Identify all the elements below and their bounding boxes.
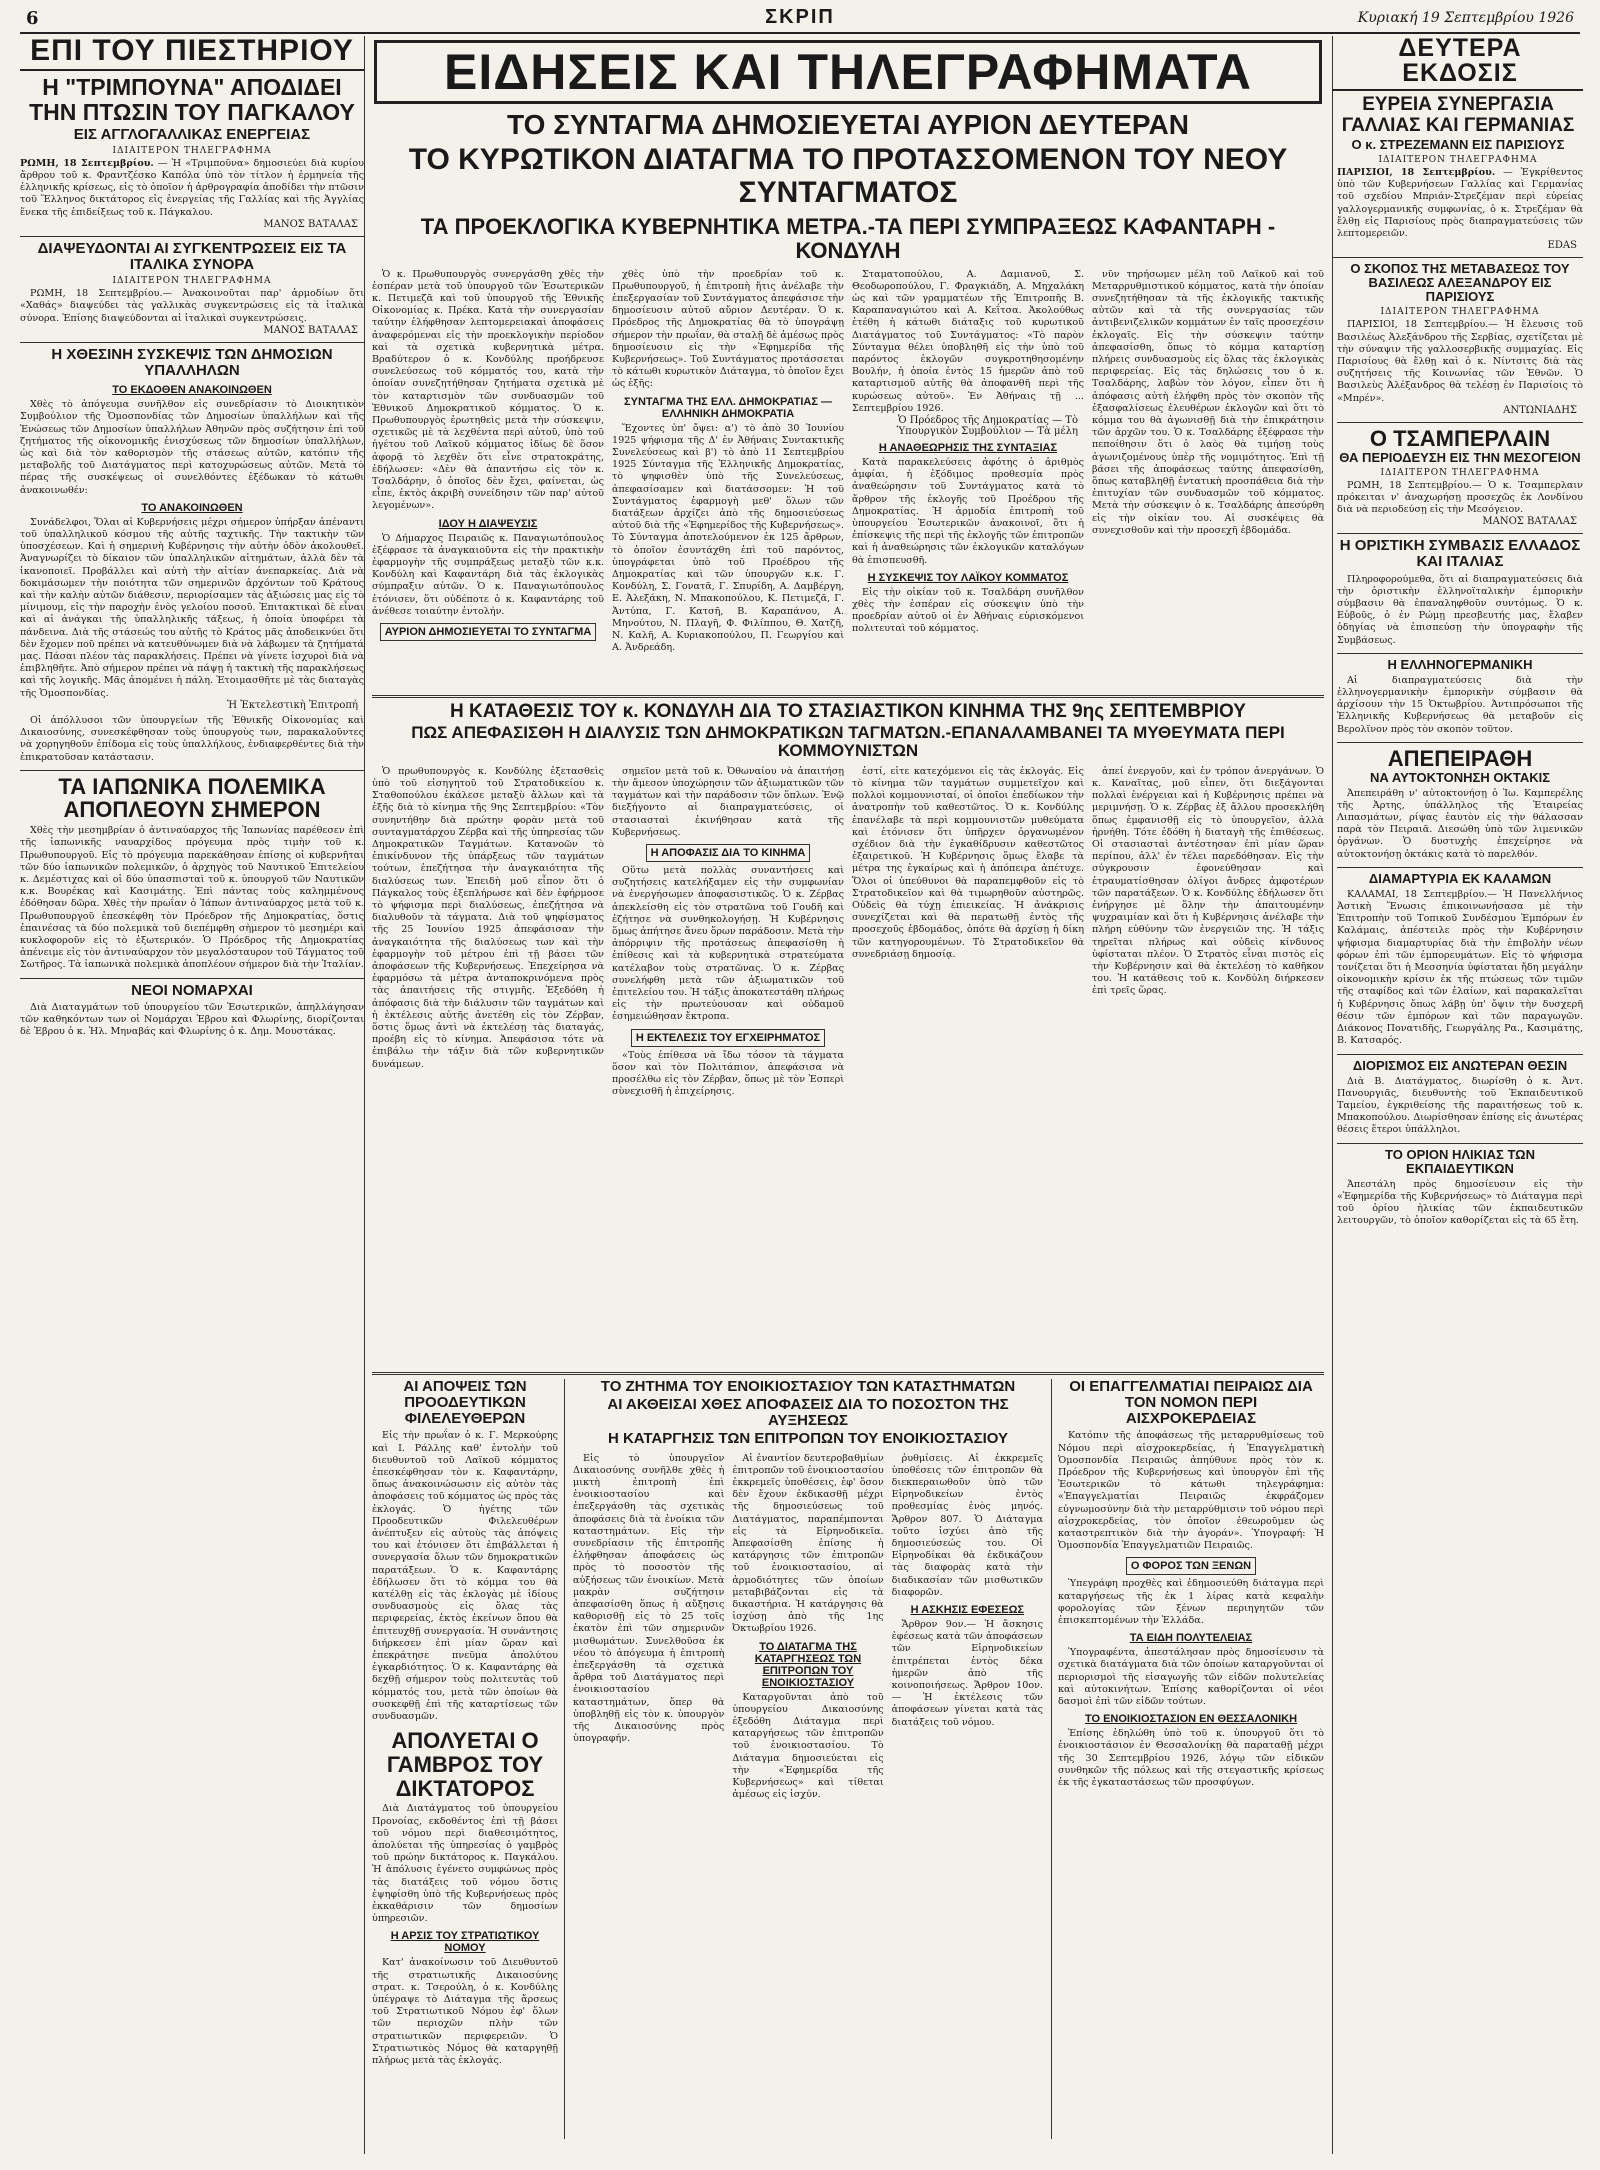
piraeus-text: Κατόπιν τῆς ἀποφάσεως τῆς μεταρρυθμίσεως τοῦ Νόμου περὶ αἰσχροκερδείας, ἡ Ἐπαγγελματικὴ Ὁμοσπονδία Πειραιῶς ἀπηύθυνε πρὸς τὸν κ. Πρόεδρον τῆς Κυβερνήσεως καὶ ὑπουργὸν ἐπὶ τῆς Ἐσωτερικῶν τὸ κάτωθι τηλεγράφημα: «Ἐπαγγελματίαι Πειραιῶς ἐκφράζομεν εὐγνωμοσύνην διὰ τὴν μεταρρύθμισιν τοῦ νόμου περὶ αἰσχροκερδείας, τὸν ὁποῖον ἐθεωροῦμεν ὡς καταστρεπτικὸν διὰ τὴν ἀγοράν». Ὑπογραφή: Ἡ Ὁμοσπονδία Ἐπαγγελματιῶν Πειραιῶς. [1058,1430,1324,1552]
left-article-2-text: ΡΩΜΗ, 18 Σεπτεμβρίου.— Ἀνακοινοῦται παρ' ἁρμοδίων ὅτι «Χαθάς» διαψεύδει τὰς γαλλικὰς συγκεντρώσεις εἰς τὰ ἰταλικὰ σύνορα. Ἐπίσης διαψεύδονται αἱ ἰταλικαὶ συγκεντρώσεις. [20,288,364,324]
right-signature-2: ΑΝΤΩΝΙΑΔΗΣ [1503,404,1577,416]
kondylis-col-2: σημεῖον μετὰ τοῦ κ. Ὀθωναίου νὰ ἀπαιτήσῃ τὴν ἄμεσον ὑποχώρησιν τῶν ἀξιωματικῶν τῶν ταγμάτων καὶ τὴν παράδοσιν τῶν ὅπλων. Ἐνῷ διεξήγοντο αἱ διαπραγματεύσεις, οἱ στασιασταὶ ἐκινήθησαν κατὰ τῆς Κυβερνήσεως. [612,765,844,838]
constitution-col-3-b: Κατὰ παρακελεύσεις ἀφότης ὁ ἀριθμὸς ἀμφίαι, ἡ ἐξόδιμος προθεσμία πρὸς ἀναθεώρησιν τοῦ Συντάγματος κατὰ τὸ ἄρθρον τῆς ἐκλογῆς τοῦ Προέδρου τῆς Δημοκρατίας. Ἡ ἀρμοδία ἐπιτροπὴ τοῦ ὑπουργείου Ἐσωτερικῶν ἀνακοινοῖ, ὅτι ἡ ἐπίσκεψις τῆς περὶ τῆς ἐκλογῆς τῶν ἐπιτροπῶν καὶ ἡ ἀναθεώρησις τῶν ἐκλογικῶν καταλόγων θὰ ἐπισπευσθῆ. [852,456,1084,566]
bottom-article-2 [573,1379,1043,2139]
rent-headline-2: ΑΙ ΑΚΘΕΙΣΑΙ ΧΘΕΣ ΑΠΟΦΑΣΕΙΣ ΔΙΑ ΤΟ ΠΟΣΟΣΤΟΝ ΤΗΣ ΑΥΞΗΣΕΩΣ [607,1395,1009,1430]
bottom-section [372,1379,1324,2139]
right-article-3-byline: ΙΔΙΑΙΤΕΡΟΝ ΤΗΛΕΓΡΑΦΗΜΑ [1380,467,1540,478]
right-article-3-text: ΡΩΜΗ, 18 Σεπτεμβρίου.— Ὁ κ. Τσαμπερλαιν πρόκειται ν' ἀναχωρήσῃ προσεχῶς ἐκ Λονδίνου διὰ νὰ περιοδεύσῃ εἰς τὴν Μεσόγειον. [1337,479,1583,515]
constitution-col-1-b: Ὁ Δήμαρχος Πειραιῶς κ. Παναγιωτόπουλος ἐξέφρασε τὰ ἀναγκαιοῦντα εἰς τὴν πρακτικὴν ἐφαρμογὴν τῆς συμπράξεως μεταξὺ τῶν κ.κ. Κονδύλη καὶ Καφαντάρη διὰ τὰς ἐκλογικὰς σύμπραξιν αὐτῶν. Ὁ κ. Παναγιωτόπουλος ἐτόνισεν, ὅτι οὐδέποτε ὁ κ. Καφαντάρης τοῦ ἀνέθεσε τοιαύτην ἐντολήν. [372,532,604,617]
constitution-col-3-sub: Η ΑΝΑΘΕΩΡΗΣΙΣ ΤΗΣ ΣΥΝΤΑΞΙΑΣ [878,441,1058,454]
kondylis-col-2-sub-2: Η ΕΚΤΕΛΕΣΙΣ ΤΟΥ ΕΓΧΕΙΡΗΜΑΤΟΣ [631,1029,825,1047]
left-article-3-signature: Ἡ Ἐκτελεστικὴ Ἐπιτροπή [227,699,358,711]
constitution-col-1-sub-2: ΑΥΡΙΟΝ ΔΗΜΟΣΙΕΥΕΤΑΙ ΤΟ ΣΥΝΤΑΓΜΑ [380,623,597,641]
rent-col-3-sub: Η ΑΣΚΗΣΙΣ ΕΦΕΣΕΩΣ [910,1603,1025,1616]
right-article-5-text: Αἱ διαπραγματεύσεις διὰ τὴν ἑλληνογερμανικὴν ἐμπορικὴν σύμβασιν θὰ ἀρχίσουν τὴν 15 Ὀκτωβρίου. Ἀντιπρόσωποι τῆς Ἑλληνικῆς Κυβερνήσεως θὰ μεταβοῦν εἰς Βερολῖνον πρὸς τὸν σκοπὸν τοῦτον. [1337,674,1583,735]
rent-col-2-sub: ΤΟ ΔΙΑΤΑΓΜΑ ΤΗΣ ΚΑΤΑΡΓΗΣΕΩΣ ΤΩΝ ΕΠΙΤΡΟΠΩΝ ΤΟΥ ΕΝΟΙΚΙΟΣΤΑΣΙΟΥ [754,1640,862,1689]
left-signature-1: ΜΑΝΟΣ ΒΑΤΑΛΑΣ [263,218,358,230]
rent-headline-1: ΤΟ ΖΗΤΗΜΑ ΤΟΥ ΕΝΟΙΚΙΟΣΤΑΣΙΟΥ ΤΩΝ ΚΑΤΑΣΤΗΜΑΤΩΝ [600,1378,1016,1395]
rent-col-1: Εἰς τὸ ὑπουργεῖον Δικαιοσύνης συνῆλθε χθὲς ἡ μικτὴ ἐπιτροπὴ ἐπὶ ἐνοικιοστασίου καὶ ἐπεξεργάσθη τὰς σχετικὰς ἀποφάσεις διὰ τὰ ἐνοίκια τῶν καταστημάτων. Εἰς τὴν συνεδρίασιν τῆς ἐπιτροπῆς ἐλήφθησαν ἀποφάσεις ὡς πρὸς τὸ ποσοστὸν τῆς αὐξήσεως τῶν ἐνοικίων. Μετὰ μακρὰν συζήτησιν ἀπεφασίσθη ὅπως ἡ αὔξησις καθορισθῇ εἰς τὸ 25 τοῖς ἑκατὸν ἐπὶ τῶν σημερινῶν μισθωμάτων. Συνελθοῦσα ἐκ νέου τὸ ἀπόγευμα ἡ ἐπιτροπὴ ἐπεξεργάσθη τὰ σχετικὰ ἄρθρα τοῦ Διατάγματος περὶ ἐνοικιοστασίου καταστημάτων, ὅπερ θὰ ὑποβληθῇ εἰς τὸν κ. ὑπουργὸν τῆς Δικαιοσύνης πρὸς ὑπογραφήν. [573,1452,725,1745]
right-article-7-text: ΚΑΛΑΜΑΙ, 18 Σεπτεμβρίου.— Ἡ Πανελλήνιος Ἀστικὴ Ἕνωσις ἐπικοινωνήσασα μὲ τὴν Ἐπιτροπὴν τοῦ Τοπικοῦ Συνδέσμου Ἐμπόρων ἐν Καλάμαις, ἀπέστειλε πρὸς τὴν Κυβέρνησιν ψήφισμα διαμαρτυρίας διὰ τὴν ἐπιβολὴν νέων φόρων ἐπὶ τῶν ἐμπορευμάτων. Εἰς τὸ ψήφισμα τονίζεται ὅτι ἡ Μεσσηνία ὑφίσταται ἤδη μεγάλην οἰκονομικὴν κρίσιν ἐκ τῆς πτώσεως τῶν τιμῶν τῆς σταφίδος καὶ τῶν ἐλαίων, καὶ παρακαλεῖται ἡ Κυβέρνησις ὅπως λάβῃ ὑπ' ὄψιν τὴν δυσχερῆ θέσιν τῶν ἐμπόρων καὶ τῶν παραγωγῶν. Διάκονος Πονατιδῆς, Γεωργάλης Ρα., Κασιμάτης, Β. Κατσαρός. [1337,888,1583,1047]
bottom-article-1-c: Κατ' ἀνακοίνωσιν τοῦ Διευθυντοῦ τῆς στρατιωτικῆς Δικαιοσύνης στρατ. κ. Τσερούλη, ὁ κ. Κονδύλης ὑπέγραψε τὸ Διάταγμα τῆς ἄρσεως τοῦ Στρατιωτικοῦ Νόμου ἐφ' ὅλων τῶν περιοχῶν πλὴν τῶν στρατιωτικῶν περιφερειῶν. Ὁ Στρατιωτικὸς Νόμος θὰ καταργηθῇ πλήρως μετὰ τὰς ἐκλογάς. [372,1957,558,2067]
constitution-col-1-sub: ΙΔΟΥ Η ΔΙΑΨΕΥΣΙΣ [438,517,538,530]
constitution-col-3-sub-2: Η ΣΥΣΚΕΨΙΣ ΤΟΥ ΛΑΪΚΟΥ ΚΟΜΜΑΤΟΣ [867,571,1069,584]
right-signature-1: EDAS [1547,240,1577,252]
left-dateline: ΡΩΜΗ, 18 Σεπτεμβρίου. [20,157,154,169]
left-article-3-text-2: Συνάδελφοι, Ὅλαι αἱ Κυβερνήσεις μέχρι σήμερον ὑπήρξαν ἀπέναντι τοῦ ὑπαλληλικοῦ κόσμου τῆς αὐτῆς ταχτικῆς. Τὴν τακτικὴν τῶν ὑποσχέσεων. Καὶ ἡ σημερινὴ Κυβέρνησις τὴν αὐτὴν ὁδὸν ἀκολουθεῖ. Ἀναγνωρίζει τὸ δίκαιον τῶν ὑπαλληλικῶν αἰτημάτων, ἀλλὰ δὲν τὰ ἱκανοποιεῖ. Προβάλλει καὶ αὐτὴ τὴν αἰτίαν ἀνεπαρκείας. Διὰ νὰ δοκιμάσωμεν τὴν ποιότητα τῶν σημερινῶν ἀρχόντων τοῦ Κράτους καὶ τὴν καλὴν αὐτῶν διάθεσιν, περιορίσαμεν τὰς ἀξιώσεις μας εἰς τὸ μίνιμουμ, εἰς τὴν παροχὴν ἑνὸς γελοίου ποσοῦ. Ἐπιτακτικαὶ δὲ εἶναι καὶ αἱ ἀνάγκαι τῆς ὑπαλληλικῆς τάξεως, ἡ ὁποία ὑποφέρει τὰ πάνδεινα. Διὰ τῆς στάσεώς του αὐτῆς τὸ Κράτος μᾶς ἀποδεικνύει ὅτι δὲν ἔχομεν ποῦ πρέπει νὰ κατευθύνωμεν διὰ νὰ λάβωμεν τὰ ζητήματά μας. Πάσαι πλέον τὰς παρακλήσεις. Πρέπει νὰ γίνετε ἰσχυροὶ διὰ νὰ ἐπιβληθῆτε. Ἀπὸ σήμερον πρέπει νὰ πάψῃ ἡ τακτικὴ τῆς παρακλήσεως καὶ τῆς λογικῆς. Μᾶς ἀπομένει ἡ πάλη. Ἑτοιμασθῆτε μὲ τὰς διαταγὰς τῆς Ὁμοσπονδίας. [20,516,364,699]
constitution-col-2-b: Ἔχοντες ὑπ' ὄψει: α') τὸ ἀπὸ 30 Ἰουνίου 1925 ψήφισμα τῆς Δ' ἐν Ἀθήναις Συντακτικῆς Συνελεύσεως καὶ β') τὸ ἀπὸ 11 Σεπτεμβρίου 1925 Σύνταγμα τῆς Ἑλληνικῆς Δημοκρατίας, τὸ ψηφισθὲν ὑπὸ τῆς Συνελεύσεως, ἀπεφασίσαμεν καὶ διατάσσομεν: Ἡ τοῦ Συντάγματος ἐφαρμογὴ μεθ' ὅλων τῶν διατάξεων ἀρχίζει ἀπὸ τῆς δημοσιεύσεως αὐτοῦ διὰ τῆς «Ἐφημερίδος τῆς Κυβερνήσεως». Τὸ Σύνταγμα ἀποτελούμενον ἐκ 125 ἄρθρων, τὸ ὁποῖον ἐσυντάχθη ἐπὶ τοῦ παρόντος, ὑπογράφεται ὑπὸ τοῦ Προέδρου τῆς Δημοκρατίας καὶ τῶν ὑπουργῶν κ.κ. Γ. Κονδύλη, Σ. Γονατᾶ, Γ. Σπυρίδη, Α. Δαμβέργη, Ε. Ἀλεξάκη, Ν. Μπακοπούλου, Κ. Πετιμεζᾶ, Γ. Ἀντύπα, Γ. Κατσῆ, Β. Καραπάνου, Α. Μηνούτου, Ν. Πλαγῆ, Φ. Φιλίππου, Θ. Χατζῆ, Ν. Καλῆ, Α. Κυριακοπούλου, Π. Γεωργίου καὶ Α. Ἀνδρεάδη. [612,422,844,654]
issue-date: Κυριακή 19 Σεπτεμβρίου 1926 [1357,10,1574,26]
bottom-article-1-b: Διὰ Διατάγματος τοῦ ὑπουργείου Προνοίας, εκδοθέντος ἐπὶ τῇ βάσει τοῦ νόμου περὶ διαθεσιμότητος, ἀπολύεται τῆς ὑπηρεσίας ὁ γαμβρὸς τοῦ πρώην δικτάτορος κ. Παγκάλου. Ἡ ἀπόλυσις ἐγένετο συμφώνως πρὸς τὰς διατάξεις τοῦ νόμου ὅστις ἐψηφίσθη ὑπὸ τῆς Κυβερνήσεως πρὸς ἐκκαθάρισιν τῶν δημοσίων ὑπηρεσιῶν. [372,1803,558,1925]
kondylis-col-4: ἀπεί ἐνεργοῦν, καὶ ἐν τρόπον ἀνεργάνων. Ὁ κ. Καναῖτας, μοῦ εἶπεν, ὅτι διεξάγονται πολλαὶ ἐνέργειαι καὶ ἡ Κυβέρνησις πρέπει νὰ μεριμνήσῃ. Ὁ κ. Ζέρβας ἐξ ἄλλου προσεκλήθη ὅπως ἐμφανισθῇ εἰς τὸ ὑπουργεῖον, ἀλλὰ ἠρνήθη. Τότε ἐδόθη ἡ διαταγὴ τῆς ἐπιθέσεως. Οἱ στασιασταὶ ἀντέστησαν ἐπὶ μίαν ὥραν περίπου, ἀλλ' ἐν τέλει παρεδόθησαν. Εἰς τὴν σύγκρουσιν ἐφονεύθησαν καὶ ἐτραυματίσθησαν ὀλίγοι ἄνδρες ἀμφοτέρων τῶν παρατάξεων. Ὁ κ. Κονδύλης ἐδήλωσεν ὅτι ἐνήργησε μὲ ὅλην τὴν ἀπαιτουμένην ψυχραιμίαν καὶ ὅτι ἡ Κυβέρνησις ἀνέλαβε τὴν πλήρη εὐθύνην τῶν ἐνεργειῶν της. Ἡ τάξις τηρεῖται πλήρως καὶ οὐδεὶς κίνδυνος ὑφίσταται πλέον. Ὁ Στρατὸς εἶναι πιστὸς εἰς τὴν Κυβέρνησιν καὶ θὰ ἐκτελέσῃ τὸ καθῆκον του. Ἡ κατάθεσις τοῦ κ. Κονδύλη διήρκεσεν ἐπὶ τρεῖς ὥρας. [1092,765,1324,997]
bottom-article-1-title: ΑΙ ΑΠΟΨΕΙΣ ΤΩΝ ΠΡΟΟΔΕΥΤΙΚΩΝ ΦΙΛΕΛΕΥΘΕΡΩΝ [403,1378,527,1428]
left-article-3-subtitle-2: ΤΟ ΑΝΑΚΟΙΝΩΘΕΝ [141,501,243,514]
rent-col-2-b: Καταργοῦνται ἀπὸ τοῦ ὑπουργείου Δικαιοσύνης ἐξεδόθη Διάταγμα περὶ καταργήσεως τῶν ἐπιτροπῶν τοῦ ἐνοικιοστασίου. Τὸ Διάταγμα δημοσιεύεται εἰς τὴν «Ἐφημερίδα τῆς Κυβερνήσεως» καὶ τίθεται ἀμέσως εἰς ἰσχύν. [732,1691,884,1801]
right-article-3-subtitle: ΘΑ ΠΕΡΙΟΔΕΥΣΗ ΕΙΣ ΤΗΝ ΜΕΣΟΓΕΙΟΝ [1339,449,1581,465]
left-article-3-subtitle: ΤΟ ΕΚΔΟΘΕΝ ΑΝΑΚΟΙΝΩΘΕΝ [112,384,272,397]
thessaloniki-rent-text: Ἐπίσης ἐδηλώθη ὑπὸ τοῦ κ. ὑπουργοῦ ὅτι τὸ ἐνοικιοστάσιον ἐν Θεσσαλονίκῃ θὰ παραταθῇ μέχρι τῆς 30 Σεπτεμβρίου 1926, λόγῳ τῶν εἰδικῶν συνθηκῶν τῆς πόλεως καὶ τῆς στεγαστικῆς κρίσεως ἐκ τῆς ἐγκαταστάσεως τῶν προσφύγων. [1058,1728,1324,1788]
rent-headline-3: Η ΚΑΤΑΡΓΗΣΙΣ ΤΩΝ ΕΠΙΤΡΟΠΩΝ ΤΟΥ ΕΝΟΙΚΙΟΣΤΑΣΙΟΥ [607,1430,1009,1448]
kondylis-col-1: Ὁ πρωθυπουργὸς κ. Κονδύλης ἐξετασθεὶς ὑπὸ τοῦ εἰσηγητοῦ τοῦ Στρατοδικείου κ. Σταθοπούλου ἐκάλεσε μεταξὺ ἄλλων καὶ τὰ ἑξῆς διὰ τὸ κίνημα τῆς 9ης Σεπτεμβρίου: «Τὸν συνηντήθην διὰ πρώτην φορὰν μετὰ τοῦ συνταγματάρχου Ζέρβα καὶ τῆς ὑπηρεσίας τῶν Δημοκρατικῶν Ταγμάτων. Κατανοῶν τὸ ἐπικίνδυνον τῆς ὑπάρξεως τῶν ταγμάτων τούτων, ἐπεζήτησα τὴν ἀναγκαιότητα τῆς διαλύσεως των. Ἐπειδὴ μοῦ εἶπον ὅτι ὁ Πάγκαλος τοὺς ἐξεπλήρωσε καὶ δὲν ἐφήρμοσε τὸ ψήφισμα περὶ διαλύσεως, ἐπεζήτησα νὰ διαλυθοῦν τὰ τάγματα. Διὰ τοῦ ψηφίσματος τῆς 25 Ἰουνίου 1925 ἀπεφάσισαν τὴν ἀναγκαιότητα τῆς διαλύσεως των καὶ τὴν ἐφαρμογὴν τοῦ μέτρου ἐπὶ τῇ βάσει τῶν ἀποφάσεων τῆς Κυβερνήσεως. Ἐπεχείρησα νὰ ἐφαρμόσω τὰ μέτρα ἀνταποκρινόμενα πρὸς τὰς ἀπαιτήσεις τῆς στιγμῆς. Ἐξεδόθη ἡ ἀπόφασις διὰ τὴν διάλυσιν τῶν ταγμάτων καὶ ἡ ἐκτέλεσις αὐτῆς ἀνετέθη εἰς τὸν Ζέρβαν, ὅστις ὅμως ἀντὶ νὰ ἐκτελέσῃ τὰς διαταγάς, προέβη εἰς τὸ κίνημα. Ἀπεφάσισα τότε νὰ ἐπιβάλω τὴν τάξιν διὰ τῶν κυβερνητικῶν δυνάμεων. [372,765,604,1070]
right-article-2-byline: ΙΔΙΑΙΤΕΡΟΝ ΤΗΛΕΓΡΑΦΗΜΑ [1380,307,1540,318]
left-article-5-text: Διὰ Διαταγμάτων τοῦ ὑπουργείου τῶν Ἐσωτερικῶν, ἀπηλλάγησαν τῶν καθηκόντων των οἱ Νομάρχαι Ἑβρου καὶ Φλωρίνης, διορίζονται δὲ Ἑβρου ὁ κ. Ἡλ. Μηναβάς καὶ Φλωρίνης ὁ κ. Δημ. Μουστάκας. [20,1001,364,1038]
right-article-6-text: Ἀπεπειράθη ν' αὐτοκτονήσῃ ὁ Ἰω. Καμπερέλης τῆς Ἀρτης, ὑπάλληλος τῆς Ἑταιρείας Λιπασμάτων, ρίψας ἑαυτὸν εἰς τὴν θάλασσαν παρὰ τὸν Πειραιᾶ. Διεσώθη ὑπὸ τῶν λιμενικῶν ὀργάνων. Ὁ δυστυχὴς ἐπεχείρησε νὰ αὐτοκτονήσῃ ὀκτάκις κατὰ τὸ παρελθόν. [1337,787,1583,860]
right-article-9-text: Ἀπεστάλη πρὸς δημοσίευσιν εἰς τὴν «Ἐφημερίδα τῆς Κυβερνήσεως» τὸ Διάταγμα περὶ τοῦ ὁρίου ἡλικίας τῶν ἐκπαιδευτικῶν λειτουργῶν, τὸ ὁποῖον καθορίζεται εἰς τὰ 65 ἔτη. [1337,1178,1583,1227]
luxury-goods-text: Ὑπογραφέντα, ἀπεστάλησαν πρὸς δημοσίευσιν τὰ σχετικὰ διατάγματα διὰ τῶν ὁποίων καταργοῦνται οἱ περιορισμοὶ τῆς εἰσαγωγῆς τῶν εἰδῶν πολυτελείας καὶ αὐτοκινήτων. Ἐπίσης καθορίζονται οἱ νέοι δασμοὶ ἐπὶ τῶν εἰδῶν τούτων. [1058,1647,1324,1707]
kondylis-col-2-sub: Η ΑΠΟΦΑΣΙΣ ΔΙΑ ΤΟ ΚΙΝΗΜΑ [646,844,811,862]
right-article-1-text: — Ἐγκρίθεντος ὑπὸ τῶν Κυβερνήσεων Γαλλίας καὶ Γερμανίας τοῦ σχεδίου Μπριάν-Στρεζέμαν περὶ εὐρείας γαλλογερμανικῆς συμφωνίας, ὁ κ. Στρεζέμαν θὰ ἔλθῃ εἰς Παρισίους πρὸς διαπραγματεύσεις τῶν λεπτομερειῶν. [1337,167,1583,240]
left-article-4-text: Χθὲς τὴν μεσημβρίαν ὁ ἀντιναύαρχος τῆς Ἰαπωνίας παρέθεσεν ἐπὶ τῆς ἰαπωνικῆς ναυαρχίδος πρόγευμα πρὸς τιμὴν τοῦ κ. Πρωθυπουργοῦ. Εἰς τὸ πρόγευμα παρεκάθησαν ἐπίσης οἱ κυβερνῆται τῶν δύο ἰαπωνικῶν πολεμικῶν, ὁ ἀρχηγὸς τοῦ Ναυτικοῦ Ἐπιτελείου κ. Δεμέστιχας καὶ οἱ δύο ὑπασπισταὶ τοῦ κ. ὑπουργοῦ τῶν Ναυτικῶν κ.κ. Βουρέκας καὶ Κασιμάτης. Ἐπὶ πάντας τοὺς καλημμένους ἐδόθησαν δῶρα. Χθὲς τὴν πρωΐαν ὁ Ἰάπων ἀντιναύαρχος μετὰ τοῦ κ. Πρωθυπουργοῦ ἐπεσκέφθη τὸν Πρόεδρον τῆς Δημοκρατίας, ὅστις ἐπαινέσας τὰ δύο πολεμικὰ τοῦ διεπέμφθη σὴμερον τὸ μεσημέρι καὶ κυκλοφοροῦν εἰς τὸ ἐξωτερικόν. Ὁ Πρόεδρος τῆς Δημοκρατίας ἀπένειμε εἰς τὸν ἀντιναύαρχον τὸν μεγαλόσταυρον τοῦ Τάγματος τοῦ Σωτῆρος. Τὰ ἰαπωνικὰ πολεμικὰ ἀποπλέουν σήμερον διὰ τὴν Ἰταλίαν. [20,825,364,971]
right-article-8-title: ΔΙΟΡΙΣΜΟΣ ΕΙΣ ΑΝΩΤΕΡΑΝ ΘΕΣΙΝ [1352,1057,1568,1073]
left-subheadline: ΕΙΣ ΑΓΓΛΟΓΑΛΛΙΚΑΣ ΕΝΕΡΓΕΙΑΣ [73,125,311,143]
section-banner: ΕΙΔΗΣΕΙΣ ΚΑΙ ΤΗΛΕΓΡΑΦΗΜΑΤΑ [374,40,1322,104]
constitution-col-1: Ὁ κ. Πρωθυπουργὸς συνεργάσθη χθὲς τὴν ἑσπέραν μετὰ τοῦ ὑπουργοῦ τῶν Ἐσωτερικῶν κ. Πετιμεζᾶ καὶ τοῦ ὑπουργοῦ τῆς Ἐθνικῆς Οἰκονομίας κ. Πρέκα. Κατὰ τὴν συνεργασίαν ταύτην ἐλήφθησαν λεπτομερειακαὶ ἀποφάσεις ἀναφερόμεναι εἰς τὴν προεκλογικὴν περίοδον καὶ τὰ σχετικὰ κυβερνητικὰ μέτρα. Βραδύτερον ὁ κ. Κονδύλης προήδρευσε συνελεύσεως τοῦ κόμματός του, κατὰ τὴν ὁποίαν συνεζητήθησαν ζητήματα σχετικὰ μὲ τὸν καταρτισμὸν τῶν συνδυασμῶν τοῦ Ἐθνικοῦ Δημοκρατικοῦ κόμματος. Ὁ κ. Πρωθυπουργὸς ἐρωτηθεὶς μετὰ τὴν σύσκεψιν, σχετικῶς μὲ τὰ λεχθέντα περὶ αὐτοῦ, ὑπὸ τοῦ ἡγέτου τοῦ Λαϊκοῦ κόμματος ἰδίως δὲ ὅσον ἀφορᾷ τὸ λεχθὲν ὅτι εἶνε στρατοκράτης, ἐδήλωσεν: «Δὲν θὰ ἀπαντήσω εἰς τὸν κ. Τσαλδάρην, ὁ ὁποῖος δὲν ἔχει, φαίνεται, ὡς εἶπε, ἐκτὸς ἀκριβὴ συνείδησιν τῶν παρ' αὐτοῦ λεγομένων». [372,268,604,512]
center-headline-2: ΤΟ ΚΥΡΩΤΙΚΟΝ ΔΙΑΤΑΓΜΑ ΤΟ ΠΡΟΤΑΣΣΟΜΕΝΟΝ ΤΟΥ ΝΕΟΥ ΣΥΝΤΑΓΜΑΤΟΣ [408,143,1288,209]
right-banner: ΔΕΥΤΕΡΑ ΕΚΔΟΣΙΣ [1333,36,1583,91]
center-headline-3: ΤΑ ΠΡΟΕΚΛΟΓΙΚΑ ΚΥΒΕΡΝΗΤΙΚΑ ΜΕΤΡΑ.-ΤΑ ΠΕΡΙ ΣΥΜΠΡΑΞΕΩΣ ΚΑΦΑΝΤΑΡΗ - ΚΟΝΔΥΛΗ [420,214,1276,263]
kondylis-col-3: ἐστί, εἶτε κατεχόμενοι εἰς τὰς ἐκλογάς. Εἰς τὸ κίνημα τῶν ταγμάτων συμμετεῖχον καὶ πολλοὶ κομμουνισταί, οἱ ὁποῖοι ἐπεδίωκον τὴν ἀνατροπὴν τοῦ καθεστῶτος. Ὁ κ. Κονδύλης ἐπανέλαβε τὰ περὶ κομμουνιστῶν μυθεύματα καὶ ἐτόνισεν ὅτι ὑπῆρχεν ὀργανωμένον σχέδιον διὰ τὴν ἐγκαθίδρυσιν καθεστῶτος ἐξαιρετικοῦ. Ἡ Κυβέρνησις ὅμως ἔλαβε τὰ μέτρα της ἐγκαίρως καὶ ἡ ἀπόπειρα ἀπέτυχε. Ὅλοι οἱ ὑπεύθυνοι θὰ παραπεμφθοῦν εἰς τὸ Στρατοδικεῖον καὶ θὰ τιμωρηθοῦν αὐστηρῶς. Οὐδεὶς θὰ τύχῃ ἐπιεικείας. Ἡ ἀνάκρισις συνεχίζεται καὶ θὰ περατωθῇ ἐντὸς τῆς προσεχοῦς ἑβδομάδος, ὁπότε θὰ ἀρχίσῃ ἡ δίκη τῶν κατηγορουμένων. Τὸ Στρατοδικεῖον θὰ συνεδριάσῃ δημοσίᾳ. [852,765,1084,960]
left-headline: Η "ΤΡΙΜΠΟΥΝΑ" ΑΠΟΔΙΔΕΙ ΤΗΝ ΠΤΩΣΙΝ ΤΟΥ ΠΑΓΚΑΛΟΥ [29,74,355,125]
rent-col-2: Αἱ ἐναντίον δευτεροβαθμίων ἐπιτροπῶν τοῦ ἐνοικιοστασίου ἐκκρεμεῖς ὑποθέσεις, ἐφ' ὅσον δὲν ἔχουν ἐκδικασθῇ μέχρι τῆς δημοσιεύσεως τοῦ Διατάγματος, παραπέμπονται εἰς τὰ Εἰρηνοδικεῖα. Ἀπεφασίσθη ἐπίσης ἡ κατάργησις τῶν ἐπιτροπῶν τοῦ ἐνοικιοστασίου, αἱ ἁρμοδιότητες τῶν ὁποίων μεταβιβάζονται εἰς τὰ δικαστήρια. Ἡ κατάργησις θὰ ἰσχύσῃ ἀπὸ τῆς 1ης Ὀκτωβρίου 1926. [732,1452,884,1635]
constitution-col-2: χθὲς ὑπὸ τὴν προεδρίαν τοῦ κ. Πρωθυπουργοῦ, ἡ ἐπιτροπὴ ἥτις ἀνέλαβε τὴν ἐπεξεργασίαν τοῦ Συντάγματος ἀπεφάσισε τὴν δημοσίευσιν αὐτοῦ αὔριον Δευτέραν. Ὁ κ. Πρόεδρος τῆς Δημοκρατίας θὰ τὸ ὑπογράψῃ σήμερον τὴν πρωΐαν, θὰ σταλῇ δὲ ἀμέσως πρὸς δημοσίευσιν εἰς τὴν «Ἐφημερίδα τῆς Κυβερνήσεως». Τοῦ Συντάγματος προτάσσεται τὸ κάτωθι κυρωτικὸν Διάταγμα, τὸ ὁποῖον ἔχει ὡς ἑξῆς: [612,268,844,390]
right-article-4-text: Πληροφορούμεθα, ὅτι αἱ διαπραγματεύσεις διὰ τὴν ὁριστικὴν ἑλληνοϊταλικὴν ἐμπορικὴν σύμβασιν θὰ ἐπαναληφθοῦν συντόμως. Ὁ κ. Εὐβοῦς, ὁ ἐν Ρώμῃ πρεσβευτής μας, ἔλαβεν ὁδηγίας νὰ ἐπισπεύσῃ τὴν ὑπογραφὴν τῆς Συμβάσεως. [1337,573,1583,646]
left-article-4-title: ΤΑ ΙΑΠΩΝΙΚΑ ΠΟΛΕΜΙΚΑ ΑΠΟΠΛΕΟΥΝ ΣΗΜΕΡΟΝ [58,773,326,823]
right-article-3-title: Ο ΤΣΑΜΠΕΡΛΑΙΝ [1369,425,1551,451]
constitution-col-2-sub: ΣΥΝΤΑΓΜΑ ΤΗΣ ΕΛΛ. ΔΗΜΟΚΡΑΤΙΑΣ — ΕΛΛΗΝΙΚΗ ΔΗΜΟΚΡΑΤΙΑ [624,395,832,420]
left-article-2-title: ΔΙΑΨΕΥΔΟΝΤΑΙ ΑΙ ΣΥΓΚΕΝΤΡΩΣΕΙΣ ΕΙΣ ΤΑ ΙΤΑΛΙΚΑ ΣΥΝΟΡΑ [37,239,347,274]
left-banner: ΕΠΙ ΤΟΥ ΠΙΕΣΤΗΡΙΟΥ [20,36,364,71]
left-article-5-title: ΝΕΟΙ ΝΟΜΑΡΧΑΙ [131,981,253,999]
right-article-2-text: ΠΑΡΙΣΙΟΙ, 18 Σεπτεμβρίου.— Ἡ ἔλευσις τοῦ Βασιλέως Ἀλεξάνδρου τῆς Σερβίας, σχετίζεται μὲ τὴν σύναψιν τῆς γαλλοσερβικῆς συμμαχίας. Εἰς Παρισίους θὰ ἔλθῃ καὶ ὁ κ. Νίντσιτς διὰ τὰς συζητήσεις τῆς Κοινωνίας τῶν Ἐθνῶν. Ὁ Βασιλεὺς Ἀλέξανδρος θὰ τελέσῃ ἐν Παρισίοις τὸ «Μπρέν». [1337,319,1583,404]
rent-col-3: ῥυθμίσεις. Αἱ ἐκκρεμεῖς ὑποθέσεις τῶν ἐπιτροπῶν θὰ διεκπεραιωθοῦν ὑπὸ τῶν Εἰρηνοδικείων ἐντὸς προθεσμίας ἑνὸς μηνός. Ἄρθρον 807. Ὁ Διάταγμα τοῦτο ἰσχύει ἀπὸ τῆς δημοσιεύσεώς του. Οἱ Εἰρηνοδίκαι θὰ ἐκδικάζουν τὰς διαφορὰς κατὰ τὴν διαδικασίαν τῶν μισθωτικῶν διαφορῶν. [891,1452,1043,1598]
right-article-7-title: ΔΙΑΜΑΡΤΥΡΙΑ ΕΚ ΚΑΛΑΜΩΝ [1368,870,1552,886]
right-article-8-text: Διὰ Β. Διατάγματος, διωρίσθη ὁ κ. Ἀντ. Πανουργιᾶς, διευθυντὴς τοῦ Ἐκπαιδευτικοῦ Ταμείου, ἐγκριθείσης τῆς παραιτήσεως τοῦ κ. Μπακοπούλου. Διωρίσθησαν ἐπίσης εἰς ἀνωτέρας θέσεις ἕτεροι ὑπάλληλοι. [1337,1075,1583,1136]
bottom-article-1-text: Εἰς τὴν πρωΐαν ὁ κ. Γ. Μερκούρης καὶ Ι. Ράλλης καθ' ἐντολὴν τοῦ διευθυντοῦ τοῦ Λαϊκοῦ κόμματος ἐπεσκέφθησαν τὸν κ. Καφαντάρην, ὅπως ἀνακοινώσωσιν εἰς αὐτὸν τὰς ἀποφάσεις τοῦ κόμματος ὡς πρὸς τὰς ἐκλογάς. Ὁ ἡγέτης τῶν Προοδευτικῶν Φιλελευθέρων ἀνέπτυξεν εἰς αὐτοὺς τὰς ἀπόψεις του καὶ ἐτόνισεν ὅτι ἐπιβάλλεται ἡ συνεργασία ὅλων τῶν δημοκρατικῶν παρατάξεων. Ὁ κ. Καφαντάρης ἐδήλωσεν ὅτι τὸ κόμμα του θὰ κατέλθῃ εἰς τὰς ἐκλογὰς μὲ ἰδίους συνδυασμοὺς εἰς ὅλας τὰς περιφερείας, ἐκτὸς ἐκείνων ὅπου θὰ ἐπιτευχθῇ συνεργασία. Ἡ συνάντησις διήρκεσεν ἐπὶ μίαν ὥραν καὶ ἐπεκράτησε πνεῦμα ἀπολύτου ἐγκαρδιότητος. Ὁ κ. Καφαντάρης θὰ δεχθῇ σήμερον τοὺς πολιτευτὰς τοῦ κόμματός του, μετὰ τῶν ὁποίων θὰ συσκεφθῇ ἐπὶ τῆς καταρτίσεως τῶν συνδυασμῶν. [372,1430,558,1722]
right-dateline: ΠΑΡΙΣΙΟΙ, 18 Σεπτεμβρίου. [1337,167,1496,179]
constitution-col-3: Σταματοπούλου, Α. Δαμιανοῦ, Σ. Θεοδωροπούλου, Γ. Φραγκιάδη, Α. Μηχαλάκη ὡς καὶ τῶν γραμματέων τῆς Ἐπιτροπῆς Β. Καραπαναγιώτου καὶ Α. Κεΐτσα. Ἀκολούθως ἐτέθη ἡ κάτωθι διάταξις τοῦ κυρωτικοῦ Διατάγματος τοῦ Συντάγματος: «Τὸ παρὸν Σύνταγμα θέλει ὑποβληθῆ εἰς τὴν ὑπὸ τοῦ παρόντος ἐκλογῶν συγκροτηθησομένην Βουλήν, ἡ ὁποία ἐντὸς 15 ἡμερῶν ἀπὸ τοῦ καταρτισμοῦ αὐτῆς θὰ ἀποφανθῆ περὶ τῆς κυρώσεως αὐτοῦ». Ἐν Ἀθήναις τῇ ... Σεπτεμβρίου 1926. [852,268,1084,414]
bottom-article-3 [1051,1379,1324,2139]
page-number: 6 [26,8,39,29]
bottom-article-1-sub: ΑΠΟΛΥΕΤΑΙ Ο ΓΑΜΒΡΟΣ ΤΟΥ ΔΙΚΤΑΤΟΡΟΣ [386,1728,544,1801]
foreigners-tax-text: Ὑπεγράφη προχθὲς καὶ ἐδημοσιεύθη διάταγμα περὶ καταργήσεως τῆς ἐκ 1 λίρας κατὰ κεφαλὴν φορολογίας τῶν ξένων περιηγητῶν τῶν ἐπισκεπτομένων τὴν Ἑλλάδα. [1058,1578,1324,1626]
constitution-col-3-c: Εἰς τὴν οἰκίαν τοῦ κ. Τσαλδάρη συνῆλθον χθὲς τὴν ἑσπέραν εἰς σύσκεψιν ὑπὸ τὴν προεδρίαν αὐτοῦ οἱ ἐν Ἀθήναις εὑρισκόμενοι πολιτευταὶ τοῦ κόμματος. [852,586,1084,635]
foreigners-tax-title: Ο ΦΟΡΟΣ ΤΩΝ ΞΕΝΩΝ [1126,1557,1256,1575]
bottom-article-1 [372,1379,565,2139]
right-column [1332,36,1583,2154]
right-article-2-title: Ο ΣΚΟΠΟΣ ΤΗΣ ΜΕΤΑΒΑΣΕΩΣ ΤΟΥ ΒΑΣΙΛΕΩΣ ΑΛΕΞΑΝΔΡΟΥ ΕΙΣ ΠΑΡΙΣΙΟΥΣ [1350,261,1570,305]
right-article-6-title: ΑΠΕΠΕΙΡΑΘΗ [1387,745,1533,771]
right-signature-3: ΜΑΝΟΣ ΒΑΤΑΛΑΣ [1482,516,1577,528]
center-headline-1: ΤΟ ΣΥΝΤΑΓΜΑ ΔΗΜΟΣΙΕΥΕΤΑΙ ΑΥΡΙΟΝ ΔΕΥΤΕΡΑΝ [507,109,1189,140]
left-article-3-text: Χθὲς τὸ ἀπόγευμα συνῆλθον εἰς συνεδρίασιν τὸ Διοικητικὸν Συμβούλιον τῆς Ὁμοσπονδίας τῶν Δημοσίων ὑπαλλήλων καὶ τῆς Ἑνώσεως τῶν Δημοσίων ὑπαλλήλων Ἀθηνῶν πρὸς συζήτησιν ἐπὶ τοῦ ζητήματος τῆς οἰκονομικῆς ἐνισχύσεως τῶν δημοσίων ὑπαλλήλων, ὡς καὶ διὰ τὸν καθορισμὸν τῆς στάσεως αὐτῶν, κατόπιν τῆς μεταβολῆς τοῦ Διατάγματος περὶ κατοχυρώσεως αὐτῶν. Μετὰ τὸ πέρας τῆς συσκέψεως οἱ συνελθόντες ἐξέδωκαν τὸ κάτωθι ἀνακοινωθέν: [20,399,364,496]
newspaper-name: ΣΚΡΙΠ [765,6,835,28]
right-article-6-subtitle: ΝΑ ΑΥΤΟΚΤΟΝΗΣΗ ΟΚΤΑΚΙΣ [1369,769,1551,785]
thessaloniki-rent-title: ΤΟ ΕΝΟΙΚΙΟΣΤΑΣΙΟΝ ΕΝ ΘΕΣΣΑΛΟΝΙΚΗ [1084,1713,1298,1726]
right-byline: ΙΔΙΑΙΤΕΡΟΝ ΤΗΛΕΓΡΑΦΗΜΑ [1378,155,1538,166]
center-column [372,36,1324,2154]
rent-col-3-b: Ἄρθρον 9ον.— Ἡ ἄσκησις ἐφέσεως κατὰ τῶν ἀποφάσεων τῶν Εἰρηνοδικείων ἐπιτρέπεται ἐντὸς δέκα ἡμερῶν ἀπὸ τῆς κοινοποιήσεως. Ἄρθρον 10ον.— Ἡ ἐκτέλεσις τῶν ἀποφάσεων γίνεται κατὰ τὰς διατάξεις τοῦ νόμου. [891,1618,1043,1728]
kondylis-col-2-b: Οὕτω μετὰ πολλὰς συναντήσεις καὶ συζητήσεις κατελήξαμεν εἰς τὴν συμφωνίαν νὰ ἐνεργήσωμεν ἀποφασιστικῶς. Ὁ κ. Ζέρβας ἀπεκλείσθη εἰς τὸν στρατῶνα τοῦ Γουδῆ καὶ ἐζήτησε νὰ συνθηκολογήσῃ. Ἡ Κυβέρνησις ὅμως ἀπήτησε ἄνευ ὅρων παράδοσιν. Μετὰ τὴν ἀπόρριψιν τῆς προτάσεως ἀπεφασίσθη ἡ ἐπίθεσις καὶ τὰ κυβερνητικὰ στρατεύματα κατέλαβον τοὺς στρατῶνας. Ὁ κ. Ζέρβας συνελήφθη μετὰ τῶν ἀξιωματικῶν τοῦ ἐπιτελείου του. Ἡ τάξις ἀποκατεστάθη πλήρως εἰς τὴν πρωτεύουσαν καὶ οὐδαμοῦ ἐσημειώθησαν ἔκτροπα. [612,864,844,1023]
constitution-article [372,269,1324,689]
right-article-9-title: ΤΟ ΟΡΙΟΝ ΗΛΙΚΙΑΣ ΤΩΝ ΕΚΠΑΙΔΕΥΤΙΚΩΝ [1385,1146,1535,1176]
left-article-3-text-3: Οἱ ἀπόλλυσοι τῶν ὑπουργείων τῆς Ἐθνικῆς Οἰκονομίας καὶ Δικαιοσύνης, συνεσκέφθησαν τοὺς ὑπουργοὺς των, παρακαλοῦντες νὰ χορηγηθοῦν ἐπίδομα εἰς τοὺς ὑπαλλήλους, ἐνδιαφερθέντες διὰ τὴν ἐπικρατοῦσαν κατάστασιν. [20,714,364,763]
kondylis-article [372,766,1324,1366]
kondylis-headline-2: ΠΩΣ ΑΠΕΦΑΣΙΣΘΗ Η ΔΙΑΛΥΣΙΣ ΤΩΝ ΔΗΜΟΚΡΑΤΙΚΩΝ ΤΑΓΜΑΤΩΝ.-ΕΠΑΝΑΛΑΜΒΑΝΕΙ ΤΑ ΜΥΘΕΥΜΑΤΑ ΠΕΡΙ ΚΟΜΜΟΥΝΙΣΤΩΝ [411,723,1285,761]
left-byline: ΙΔΙΑΙΤΕΡΟΝ ΤΗΛΕΓΡΑΦΗΜΑ [112,145,272,156]
left-article-1-text: — Ἡ «Τριμποῦνα» δημοσιεύει διὰ κυρίου ἄρθρου τοῦ κ. Φραντζέσκο Καπόλα ὑπὸ τὸν τίτλον ἡ ἐρμηνεία τῆς ἑλληνικῆς κρίσεως, εἰς τὸ ὁποῖον ἡ ἀρθρογραφία ἀποδίδει τὴν πτῶσιν τοῦ Ἕλληνος δικτάτορος εἰς ἐνεργείας τῆς Γαλλίας καὶ τῆς Ἀγγλίας ἕνεκα τῆς ἐπιδείξεως τοῦ κ. Πάγκαλου. [20,157,364,218]
bottom-article-1-sub-2: Η ΑΡΣΙΣ ΤΟΥ ΣΤΡΑΤΙΩΤΙΚΟΥ ΝΟΜΟΥ [390,1930,540,1955]
luxury-goods-title: ΤΑ ΕΙΔΗ ΠΟΛΥΤΕΛΕΙΑΣ [1129,1632,1253,1645]
kondylis-col-2-c: «Τοὺς ἐπίθεσα νὰ ἴδω τόσον τὰ τάγματα ὅσον καὶ τὸν Πολιτάπιον, ἀπεφάσισα νὰ προσέλθω εἰς τὸν Ζέρβαν, ὅπως μὲ τὸν Ἐσπερὶ σὺνεχισθῆ ἡ ἐπιχείρησις. [612,1049,844,1098]
left-signature-2: ΜΑΝΟΣ ΒΑΤΑΛΑΣ [263,324,358,336]
left-column [20,36,365,2154]
right-article-4-title: Η ΟΡΙΣΤΙΚΗ ΣΥΜΒΑΣΙΣ ΕΛΛΑΔΟΣ ΚΑΙ ΙΤΑΛΙΑΣ [1339,537,1581,571]
left-article-2-byline: ΙΔΙΑΙΤΕΡΟΝ ΤΗΛΕΓΡΑΦΗΜΑ [112,276,272,287]
constitution-col-4: νῦν τηρήσωμεν μέλη τοῦ Λαϊκοῦ καὶ τοῦ Μεταρρυθμιστικοῦ κόμματος, κατὰ τὴν ὁποίαν συνεζητήθησαν τὰ τῆς ἐκλογικῆς τακτικῆς αὐτῶν καὶ τὰ τῆς συνεργασίας τῶν ἀντιβενιζελικῶν κομμάτων ἐν ταῖς προσεχέσιν ἐκλογαῖς. Εἰς τὴν σύσκεψιν ταύτην ἀπεφασίσθη, ὅπως τὸ κόμμα καταρτίσῃ πλήρεις συνδυασμοὺς εἰς ὅλας τὰς ἐκλογικὰς περιφερείας. Εἰς τὰς δηλώσεις του ὁ κ. Τσαλδάρης, λαβὼν τὸν λόγον, εἶπεν ὅτι ἡ ἀπόφασις αὐτὴ ἐλήφθη πρὸς τὸν σκοπὸν τῆς ἐξασφαλίσεως ἐλευθέρων ἐκλογῶν καὶ ὅτι τὸ κόμμα του θὰ ἀγωνισθῇ διὰ τὴν ἐπικράτησιν τῶν ἀρχῶν του. Ὁ κ. Τσαλδάρης ἐξέφρασε τὴν πεποίθησιν ὅτι ὁ λαὸς θὰ τιμήσῃ τοὺς ἀγωνιζομένους ὑπὲρ τῆς νομιμότητος. Ἐπὶ τῇ βάσει τῆς ἀποφάσεως ταύτης ἀπεφασίσθη, ὅπως καταβληθῇ ἐντατικὴ προσπάθεια διὰ τὴν ἐπιτυχίαν τῶν συνδυασμῶν τοῦ κόμματος. Μετὰ τὴν σύσκεψιν ὁ κ. Τσαλδάρης ἀπεσύρθη εἰς τὴν οἰκίαν του. Αἱ συσκέψεις θὰ συνεχισθοῦν καὶ τὴν προσεχῆ ἑβδομάδα. [1092,268,1324,536]
right-subheadline: Ο κ. ΣΤΡΕΖΕΜΑΝΝ ΕΙΣ ΠΑΡΙΣΙΟΥΣ [1351,137,1565,153]
kondylis-headline-1: Η ΚΑΤΑΘΕΣΙΣ ΤΟΥ κ. ΚΟΝΔΥΛΗ ΔΙΑ ΤΟ ΣΤΑΣΙΑΣΤΙΚΟΝ ΚΙΝΗΜΑ ΤΗΣ 9ης ΣΕΠΤΕΜΒΡΙΟΥ [450,700,1246,722]
right-headline: ΕΥΡΕΙΑ ΣΥΝΕΡΓΑΣΙΑ ΓΑΛΛΙΑΣ ΚΑΙ ΓΕΡΜΑΝΙΑΣ [1341,94,1575,136]
left-article-3-title: Η ΧΘΕΣΙΝΗ ΣΥΣΚΕΨΙΣ ΤΩΝ ΔΗΜΟΣΙΩΝ ΥΠΑΛΛΗΛΩΝ [51,345,333,380]
right-article-5-title: Η ΕΛΛΗΝΟΓΕΡΜΑΝΙΚΗ [1387,656,1533,672]
masthead [20,6,1580,34]
constitution-col-3-sig: Ὁ Πρόεδρος τῆς Δημοκρατίας — Τὸ Ὑπουργικὸν Συμβούλιον — Τὰ μέλη [896,414,1078,437]
piraeus-title: ΟΙ ΕΠΑΓΓΕΛΜΑΤΙΑΙ ΠΕΙΡΑΙΩΣ ΔΙΑ ΤΟΝ ΝΟΜΟΝ ΠΕΡΙ ΑΙΣΧΡΟΚΕΡΔΕΙΑΣ [1069,1378,1313,1428]
